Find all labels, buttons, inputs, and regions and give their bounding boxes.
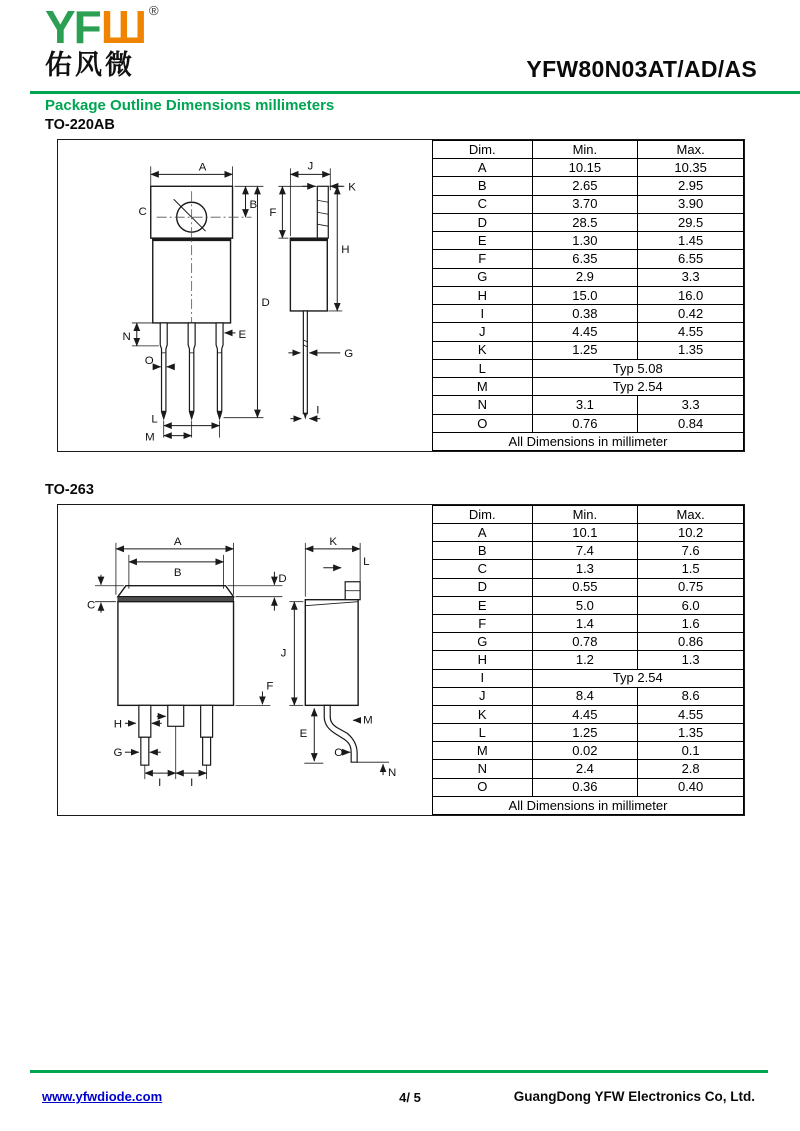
table-cell: O: [433, 778, 533, 796]
dim-label-k: K: [329, 535, 338, 548]
dim-label-i1: I: [158, 777, 162, 790]
column-header-min: Min.: [532, 506, 638, 524]
dim-label-i2: I: [190, 777, 194, 790]
logo-chinese-name: 佑风微: [45, 50, 135, 80]
table-cell: 10.1: [532, 524, 638, 542]
table-cell: O: [433, 414, 533, 432]
table-cell: H: [433, 286, 533, 304]
to220ab-dimension-table: [432, 140, 744, 451]
company-name: GuangDong YFW Electronics Co, Ltd.: [513, 1089, 755, 1104]
table-row: [433, 323, 744, 341]
table-cell: 16.0: [638, 286, 744, 304]
table-cell: M: [433, 378, 533, 396]
column-header-dim: Dim.: [433, 506, 533, 524]
package-label-to220ab: TO-220AB: [45, 117, 115, 133]
table-cell: 2.95: [638, 177, 744, 195]
to263-side-view: [281, 536, 397, 779]
table-cell: 1.3: [532, 560, 638, 578]
column-header-max: Max.: [638, 141, 744, 159]
dim-label-f: F: [266, 680, 274, 693]
table-cell: I: [433, 669, 533, 687]
header-divider: [30, 91, 800, 94]
table-cell: 2.65: [532, 177, 638, 195]
table-row: [433, 669, 744, 687]
to220ab-table-body: [433, 159, 744, 433]
table-cell: 0.78: [532, 633, 638, 651]
dim-label-e: E: [299, 728, 308, 741]
footer-divider: [30, 1070, 768, 1073]
table-cell: 1.5: [638, 560, 744, 578]
table-cell: G: [433, 633, 533, 651]
table-cell: 5.0: [532, 596, 638, 614]
to263-drawing: [58, 505, 432, 815]
table-cell: 0.86: [638, 633, 744, 651]
table-cell: 4.55: [638, 705, 744, 723]
table-cell: D: [433, 213, 533, 231]
table-row: [433, 232, 744, 250]
table-cell: 1.25: [532, 341, 638, 359]
table-cell: 4.45: [532, 705, 638, 723]
table-cell: 0.02: [532, 742, 638, 760]
table-header-row: [433, 141, 744, 159]
dim-label-o: O: [334, 747, 344, 760]
table-footer-note: All Dimensions in millimeter: [433, 797, 744, 815]
table-cell: I: [433, 305, 533, 323]
table-cell: 0.40: [638, 778, 744, 796]
table-row: [433, 742, 744, 760]
table-cell: A: [433, 524, 533, 542]
table-cell: 6.55: [638, 250, 744, 268]
dim-label-f: F: [269, 207, 277, 220]
logo-text-yf: YF: [45, 1, 100, 53]
table-row: [433, 396, 744, 414]
dim-label-m: M: [145, 431, 155, 444]
table-row: [433, 213, 744, 231]
dim-label-k: K: [348, 181, 356, 194]
to263-outline-svg: [58, 505, 432, 814]
table-cell: 1.4: [532, 614, 638, 632]
table-cell: 3.90: [638, 195, 744, 213]
table-cell: 1.2: [532, 651, 638, 669]
table-cell: 4.45: [532, 323, 638, 341]
table-cell: L: [433, 724, 533, 742]
table-row: [433, 542, 744, 560]
table-row: [433, 705, 744, 723]
part-number-title: YFW80N03AT/AD/AS: [526, 56, 757, 82]
table-row: [433, 760, 744, 778]
table-cell: Typ 5.08: [532, 359, 743, 377]
table-cell: 3.3: [638, 268, 744, 286]
table-row: [433, 778, 744, 796]
table-row: [433, 341, 744, 359]
table-cell: G: [433, 268, 533, 286]
to220ab-section: [57, 139, 745, 452]
dim-label-n: N: [122, 330, 131, 343]
dim-label-e: E: [238, 328, 247, 341]
table-cell: 15.0: [532, 286, 638, 304]
dim-label-l: L: [151, 413, 158, 426]
dim-label-m: M: [363, 714, 373, 727]
table-row: [433, 633, 744, 651]
table-cell: A: [433, 159, 533, 177]
table-cell: 7.6: [638, 542, 744, 560]
dim-label-l: L: [363, 555, 370, 568]
table-cell: 1.45: [638, 232, 744, 250]
table-cell: M: [433, 742, 533, 760]
table-cell: 2.4: [532, 760, 638, 778]
table-cell: F: [433, 614, 533, 632]
table-cell: 1.30: [532, 232, 638, 250]
table-cell: F: [433, 250, 533, 268]
table-cell: 1.35: [638, 724, 744, 742]
table-row: [433, 250, 744, 268]
to220ab-drawing: [58, 140, 432, 451]
table-footer-row: [433, 797, 744, 815]
table-row: [433, 414, 744, 432]
table-cell: B: [433, 542, 533, 560]
dim-label-i: I: [316, 404, 320, 417]
table-row: [433, 177, 744, 195]
dim-label-d: D: [278, 572, 287, 585]
table-cell: Typ 2.54: [532, 378, 743, 396]
table-cell: 0.36: [532, 778, 638, 796]
to263-front-view: [87, 536, 287, 789]
dim-label-c: C: [138, 206, 147, 219]
logo-text-w: Ш: [100, 1, 148, 53]
table-cell: 3.1: [532, 396, 638, 414]
table-row: [433, 378, 744, 396]
dim-label-g: G: [113, 747, 123, 760]
table-cell: 6.35: [532, 250, 638, 268]
table-cell: 1.6: [638, 614, 744, 632]
table-row: [433, 596, 744, 614]
table-cell: L: [433, 359, 533, 377]
dim-label-g: G: [344, 347, 354, 360]
table-cell: H: [433, 651, 533, 669]
dim-label-c: C: [87, 599, 96, 612]
table-row: [433, 614, 744, 632]
table-row: [433, 159, 744, 177]
dim-label-b: B: [249, 199, 258, 212]
table-row: [433, 359, 744, 377]
dim-label-d: D: [261, 296, 270, 309]
to263-dimension-table: [432, 505, 744, 815]
table-footer-row: [433, 433, 744, 451]
table-cell: 1.35: [638, 341, 744, 359]
table-cell: 4.55: [638, 323, 744, 341]
dim-label-a: A: [198, 161, 207, 174]
to220ab-outline-svg: [58, 140, 432, 450]
table-cell: J: [433, 323, 533, 341]
table-cell: D: [433, 578, 533, 596]
dim-label-o: O: [144, 354, 154, 367]
to220ab-front-view: [123, 161, 270, 443]
table-cell: 3.3: [638, 396, 744, 414]
table-cell: 7.4: [532, 542, 638, 560]
table-cell: 10.35: [638, 159, 744, 177]
column-header-max: Max.: [638, 506, 744, 524]
logo: [45, 1, 159, 80]
table-cell: J: [433, 687, 533, 705]
table-cell: 2.9: [532, 268, 638, 286]
table-cell: C: [433, 195, 533, 213]
dim-label-a: A: [173, 535, 182, 548]
table-cell: 29.5: [638, 213, 744, 231]
table-row: [433, 651, 744, 669]
website-link[interactable]: www.yfwdiode.com: [42, 1089, 163, 1104]
dim-label-j: J: [280, 647, 287, 660]
table-cell: 10.2: [638, 524, 744, 542]
table-cell: 3.70: [532, 195, 638, 213]
table-cell: K: [433, 341, 533, 359]
table-cell: N: [433, 760, 533, 778]
table-cell: K: [433, 705, 533, 723]
registered-trademark-icon: ®: [149, 3, 159, 18]
column-header-dim: Dim.: [433, 141, 533, 159]
table-cell: 8.6: [638, 687, 744, 705]
table-row: [433, 524, 744, 542]
table-cell: 0.84: [638, 414, 744, 432]
table-row: [433, 268, 744, 286]
table-cell: C: [433, 560, 533, 578]
page-heading: Package Outline Dimensions millimeters: [45, 97, 335, 114]
table-row: [433, 724, 744, 742]
table-row: [433, 578, 744, 596]
column-header-min: Min.: [532, 141, 638, 159]
table-cell: Typ 2.54: [532, 669, 743, 687]
table-cell: E: [433, 232, 533, 250]
table-cell: N: [433, 396, 533, 414]
to220ab-side-view: [269, 160, 356, 419]
package-label-to263: TO-263: [45, 482, 94, 498]
dim-label-n: N: [388, 767, 397, 780]
table-cell: 6.0: [638, 596, 744, 614]
table-row: [433, 305, 744, 323]
table-cell: B: [433, 177, 533, 195]
to263-table-body: [433, 524, 744, 797]
table-row: [433, 195, 744, 213]
dim-label-j: J: [307, 160, 314, 173]
table-cell: 0.55: [532, 578, 638, 596]
table-row: [433, 286, 744, 304]
table-footer-note: All Dimensions in millimeter: [433, 433, 744, 451]
to263-section: [57, 504, 745, 816]
table-cell: E: [433, 596, 533, 614]
table-cell: 0.42: [638, 305, 744, 323]
table-row: [433, 687, 744, 705]
table-cell: 0.75: [638, 578, 744, 596]
table-cell: 28.5: [532, 213, 638, 231]
dim-label-b: B: [173, 566, 182, 579]
table-cell: 0.76: [532, 414, 638, 432]
page-number: 4/ 5: [399, 1090, 421, 1105]
table-cell: 10.15: [532, 159, 638, 177]
dim-label-h: H: [341, 244, 350, 257]
table-cell: 0.1: [638, 742, 744, 760]
table-cell: 1.25: [532, 724, 638, 742]
table-cell: 1.3: [638, 651, 744, 669]
table-cell: 0.38: [532, 305, 638, 323]
table-row: [433, 560, 744, 578]
table-cell: 2.8: [638, 760, 744, 778]
dim-label-h: H: [113, 718, 123, 731]
table-cell: 8.4: [532, 687, 638, 705]
table-header-row: [433, 506, 744, 524]
